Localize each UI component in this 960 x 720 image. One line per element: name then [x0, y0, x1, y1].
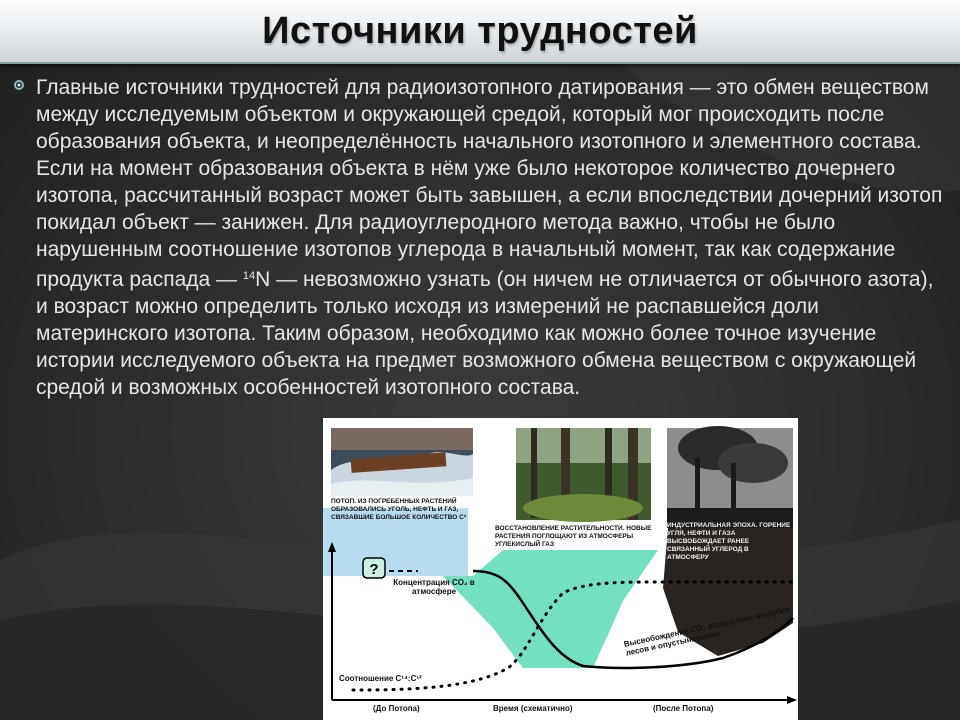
flood-caption: ПОТОП. ИЗ ПОГРЕБЕННЫХ РАСТЕНИЙ ОБРАЗОВАЛИСЬ УГОЛЬ, НЕФТЬ И ГАЗ, СВЯЗАВШИЕ БОЛЬШОЕ КОЛИЧЕСТВО C²	[331, 498, 466, 521]
bullet-icon	[14, 80, 24, 90]
release-label: Высвобождение CO₂ вследствие вырубки лесов и опустынивания	[623, 604, 791, 658]
body-text-block	[14, 74, 944, 401]
slide-title: Источники трудностей	[262, 9, 698, 52]
axis-label-before: (До Потопа)	[373, 704, 420, 713]
industry-caption: ИНДУСТРИАЛЬНАЯ ЭПОХА. ГОРЕНИЕ УГЛЯ, НЕФТИ И ГАЗА ВЫСВОБОЖДАЕТ РАНЕЕ СВЯЗАННЫЙ УГЛЕРОД В АТМОСФЕРУ	[667, 522, 791, 561]
forest-caption: ВОССТАНОВЛЕНИЕ РАСТИТЕЛЬНОСТИ. НОВЫЕ РАСТЕНИЯ ПОГЛОЩАЮТ ИЗ АТМОСФЕРЫ УГЛЕКИСЛЫЙ ГАЗ	[495, 525, 652, 548]
main-paragraph	[36, 74, 944, 401]
industry-photo	[667, 426, 793, 528]
isotope-mass-superscript: 14	[242, 270, 256, 282]
title-bar	[0, 0, 960, 64]
paragraph-part-1: Главные источники трудностей для радиоизотопного датирования — это обмен веществом между исследуемым объектом и окружающей средой, который мог происходить после образования объекта, и неопределённость начального изотопного и элементного состава. Если на момент образования объекта в нём уже было некоторое количество дочернего изотопа, рассчитанный возраст может быть завышен, а если впоследствии дочерний изотоп покидал объект — занижен. Для радиоуглеродного метода важно, чтобы не было нарушенным соотношение изотопов углерода в начальный момент, так как содержание продукта распада —	[36, 76, 943, 291]
axis-label-time: Время (схематично)	[493, 704, 573, 713]
co2-label: Концентрация CO₂ в атмосфере	[393, 578, 475, 596]
x-axis-arrow	[787, 696, 797, 704]
forest-photo	[516, 428, 651, 522]
paragraph-part-2: N — невозможно узнать (он ничем не отличается от обычного азота), и возраст можно определить только исходя из измерений не распавшейся доли материнского изотопа. Таким образом, необходимо как можно более точное изучение истории исследуемого объекта на предмет возможного обмена веществом с окружающей средой и возможных особенностей изотопного состава.	[36, 268, 934, 399]
ratio-label: Соотношение C¹⁴:C¹²	[339, 674, 422, 683]
question-mark: ?	[369, 561, 379, 578]
flood-photo	[331, 428, 473, 496]
carbon-dating-figure	[323, 418, 798, 720]
axis-label-after: (После Потопа)	[653, 704, 714, 713]
